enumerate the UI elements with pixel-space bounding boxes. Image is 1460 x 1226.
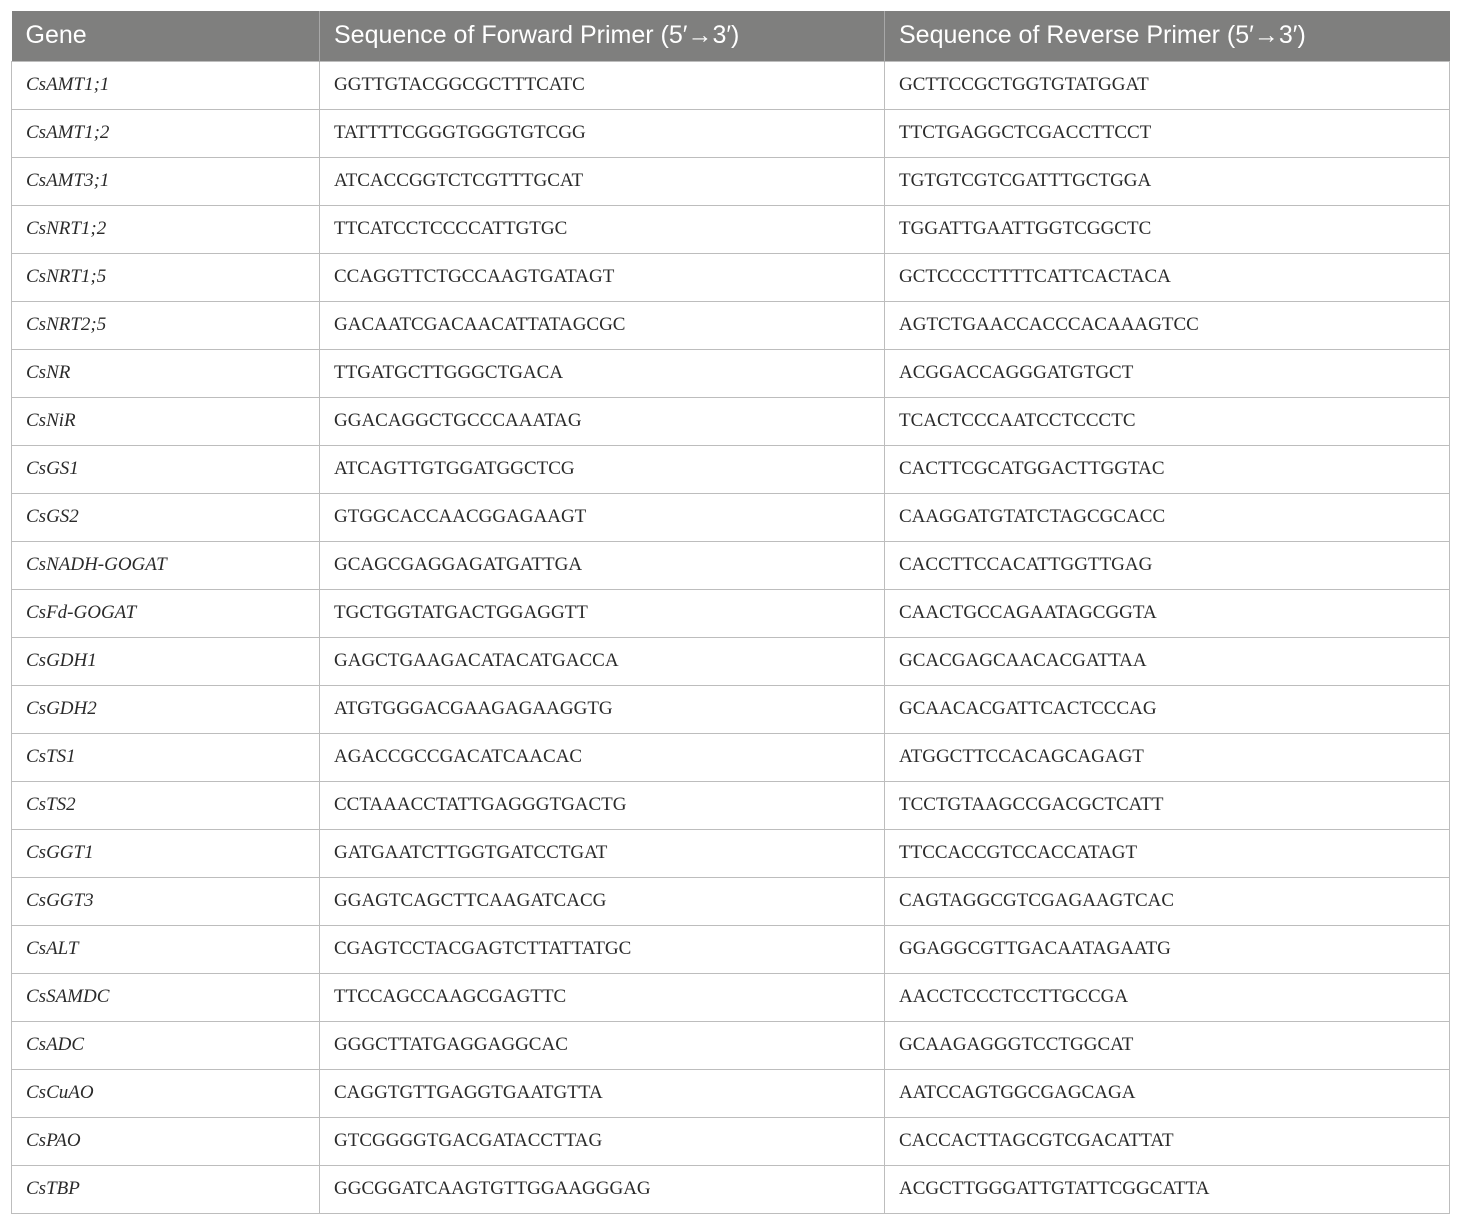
forward-primer-cell: CAGGTGTTGAGGTGAATGTTA: [320, 1069, 885, 1117]
gene-name-cell: CsALT: [12, 925, 320, 973]
gene-name-cell: CsAMT1;2: [12, 109, 320, 157]
header-reverse-primer: Sequence of Reverse Primer (5′→3′): [885, 11, 1450, 61]
table-row: [12, 397, 1450, 445]
table-row: [12, 205, 1450, 253]
header-row: [12, 11, 1450, 61]
forward-primer-cell: GTGGCACCAACGGAGAAGT: [320, 493, 885, 541]
reverse-primer-cell: ACGGACCAGGGATGTGCT: [885, 349, 1450, 397]
table-row: [12, 925, 1450, 973]
gene-name-cell: CsGS1: [12, 445, 320, 493]
gene-name-cell: CsNRT1;2: [12, 205, 320, 253]
forward-primer-cell: TGCTGGTATGACTGGAGGTT: [320, 589, 885, 637]
gene-name-cell: CsTS1: [12, 733, 320, 781]
forward-primer-cell: GGGCTTATGAGGAGGCAC: [320, 1021, 885, 1069]
gene-name-cell: CsAMT3;1: [12, 157, 320, 205]
reverse-primer-cell: CACTTCGCATGGACTTGGTAC: [885, 445, 1450, 493]
reverse-primer-cell: TGGATTGAATTGGTCGGCTC: [885, 205, 1450, 253]
reverse-primer-cell: GCTTCCGCTGGTGTATGGAT: [885, 61, 1450, 109]
table-header: [12, 11, 1450, 61]
table-row: [12, 301, 1450, 349]
reverse-primer-cell: GGAGGCGTTGACAATAGAATG: [885, 925, 1450, 973]
table-row: [12, 61, 1450, 109]
table-row: [12, 589, 1450, 637]
gene-name-cell: CsNRT1;5: [12, 253, 320, 301]
forward-primer-cell: CCTAAACCTATTGAGGGTGACTG: [320, 781, 885, 829]
reverse-primer-cell: CACCACTTAGCGTCGACATTAT: [885, 1117, 1450, 1165]
reverse-primer-cell: ACGCTTGGGATTGTATTCGGCATTA: [885, 1165, 1450, 1213]
table-row: [12, 157, 1450, 205]
table-row: [12, 445, 1450, 493]
forward-primer-cell: GAGCTGAAGACATACATGACCA: [320, 637, 885, 685]
reverse-primer-cell: TCACTCCCAATCCTCCCTC: [885, 397, 1450, 445]
table-row: [12, 829, 1450, 877]
table-row: [12, 973, 1450, 1021]
gene-name-cell: CsPAO: [12, 1117, 320, 1165]
forward-primer-cell: GGAGTCAGCTTCAAGATCACG: [320, 877, 885, 925]
forward-primer-cell: ATCAGTTGTGGATGGCTCG: [320, 445, 885, 493]
reverse-primer-cell: TGTGTCGTCGATTTGCTGGA: [885, 157, 1450, 205]
forward-primer-cell: AGACCGCCGACATCAACAC: [320, 733, 885, 781]
forward-primer-cell: GACAATCGACAACATTATAGCGC: [320, 301, 885, 349]
reverse-primer-cell: AATCCAGTGGCGAGCAGA: [885, 1069, 1450, 1117]
forward-primer-cell: GGTTGTACGGCGCTTTCATC: [320, 61, 885, 109]
forward-primer-cell: CGAGTCCTACGAGTCTTATTATGC: [320, 925, 885, 973]
table-row: [12, 253, 1450, 301]
reverse-primer-cell: TCCTGTAAGCCGACGCTCATT: [885, 781, 1450, 829]
table-row: [12, 685, 1450, 733]
reverse-primer-cell: ATGGCTTCCACAGCAGAGT: [885, 733, 1450, 781]
table-row: [12, 1021, 1450, 1069]
reverse-primer-cell: CAACTGCCAGAATAGCGGTA: [885, 589, 1450, 637]
reverse-primer-cell: TTCCACCGTCCACCATAGT: [885, 829, 1450, 877]
forward-primer-cell: TTCATCCTCCCCATTGTGC: [320, 205, 885, 253]
forward-primer-cell: CCAGGTTCTGCCAAGTGATAGT: [320, 253, 885, 301]
header-forward-primer: Sequence of Forward Primer (5′→3′): [320, 11, 885, 61]
gene-name-cell: CsSAMDC: [12, 973, 320, 1021]
table-row: [12, 1165, 1450, 1213]
gene-name-cell: CsGGT1: [12, 829, 320, 877]
reverse-primer-cell: GCAAGAGGGTCCTGGCAT: [885, 1021, 1450, 1069]
gene-name-cell: CsCuAO: [12, 1069, 320, 1117]
primer-table-container: [11, 11, 1449, 1214]
gene-name-cell: CsGDH2: [12, 685, 320, 733]
reverse-primer-cell: GCTCCCCTTTTCATTCACTACA: [885, 253, 1450, 301]
gene-name-cell: CsNADH-GOGAT: [12, 541, 320, 589]
gene-name-cell: CsGS2: [12, 493, 320, 541]
gene-name-cell: CsGGT3: [12, 877, 320, 925]
reverse-primer-cell: CACCTTCCACATTGGTTGAG: [885, 541, 1450, 589]
table-row: [12, 781, 1450, 829]
table-row: [12, 493, 1450, 541]
forward-primer-cell: TTGATGCTTGGGCTGACA: [320, 349, 885, 397]
gene-name-cell: CsAMT1;1: [12, 61, 320, 109]
reverse-primer-cell: AGTCTGAACCACCCACAAAGTCC: [885, 301, 1450, 349]
reverse-primer-cell: GCAACACGATTCACTCCCAG: [885, 685, 1450, 733]
table-row: [12, 733, 1450, 781]
reverse-primer-cell: TTCTGAGGCTCGACCTTCCT: [885, 109, 1450, 157]
reverse-primer-cell: CAGTAGGCGTCGAGAAGTCAC: [885, 877, 1450, 925]
forward-primer-cell: GATGAATCTTGGTGATCCTGAT: [320, 829, 885, 877]
table-row: [12, 109, 1450, 157]
forward-primer-cell: ATCACCGGTCTCGTTTGCAT: [320, 157, 885, 205]
forward-primer-cell: ATGTGGGACGAAGAGAAGGTG: [320, 685, 885, 733]
reverse-primer-cell: GCACGAGCAACACGATTAA: [885, 637, 1450, 685]
table-row: [12, 877, 1450, 925]
forward-primer-cell: GGACAGGCTGCCCAAATAG: [320, 397, 885, 445]
gene-name-cell: CsADC: [12, 1021, 320, 1069]
table-row: [12, 541, 1450, 589]
header-gene: Gene: [12, 11, 320, 61]
forward-primer-cell: TTCCAGCCAAGCGAGTTC: [320, 973, 885, 1021]
gene-name-cell: CsNRT2;5: [12, 301, 320, 349]
forward-primer-cell: GGCGGATCAAGTGTTGGAAGGGAG: [320, 1165, 885, 1213]
table-body: [12, 61, 1450, 1213]
reverse-primer-cell: CAAGGATGTATCTAGCGCACC: [885, 493, 1450, 541]
table-row: [12, 637, 1450, 685]
gene-name-cell: CsNR: [12, 349, 320, 397]
table-row: [12, 1117, 1450, 1165]
gene-name-cell: CsTS2: [12, 781, 320, 829]
gene-name-cell: CsTBP: [12, 1165, 320, 1213]
table-row: [12, 349, 1450, 397]
table-row: [12, 1069, 1450, 1117]
gene-name-cell: CsFd-GOGAT: [12, 589, 320, 637]
gene-name-cell: CsGDH1: [12, 637, 320, 685]
forward-primer-cell: GCAGCGAGGAGATGATTGA: [320, 541, 885, 589]
forward-primer-cell: TATTTTCGGGTGGGTGTCGG: [320, 109, 885, 157]
primer-table: [11, 11, 1450, 1214]
gene-name-cell: CsNiR: [12, 397, 320, 445]
forward-primer-cell: GTCGGGGTGACGATACCTTAG: [320, 1117, 885, 1165]
reverse-primer-cell: AACCTCCCTCCTTGCCGA: [885, 973, 1450, 1021]
